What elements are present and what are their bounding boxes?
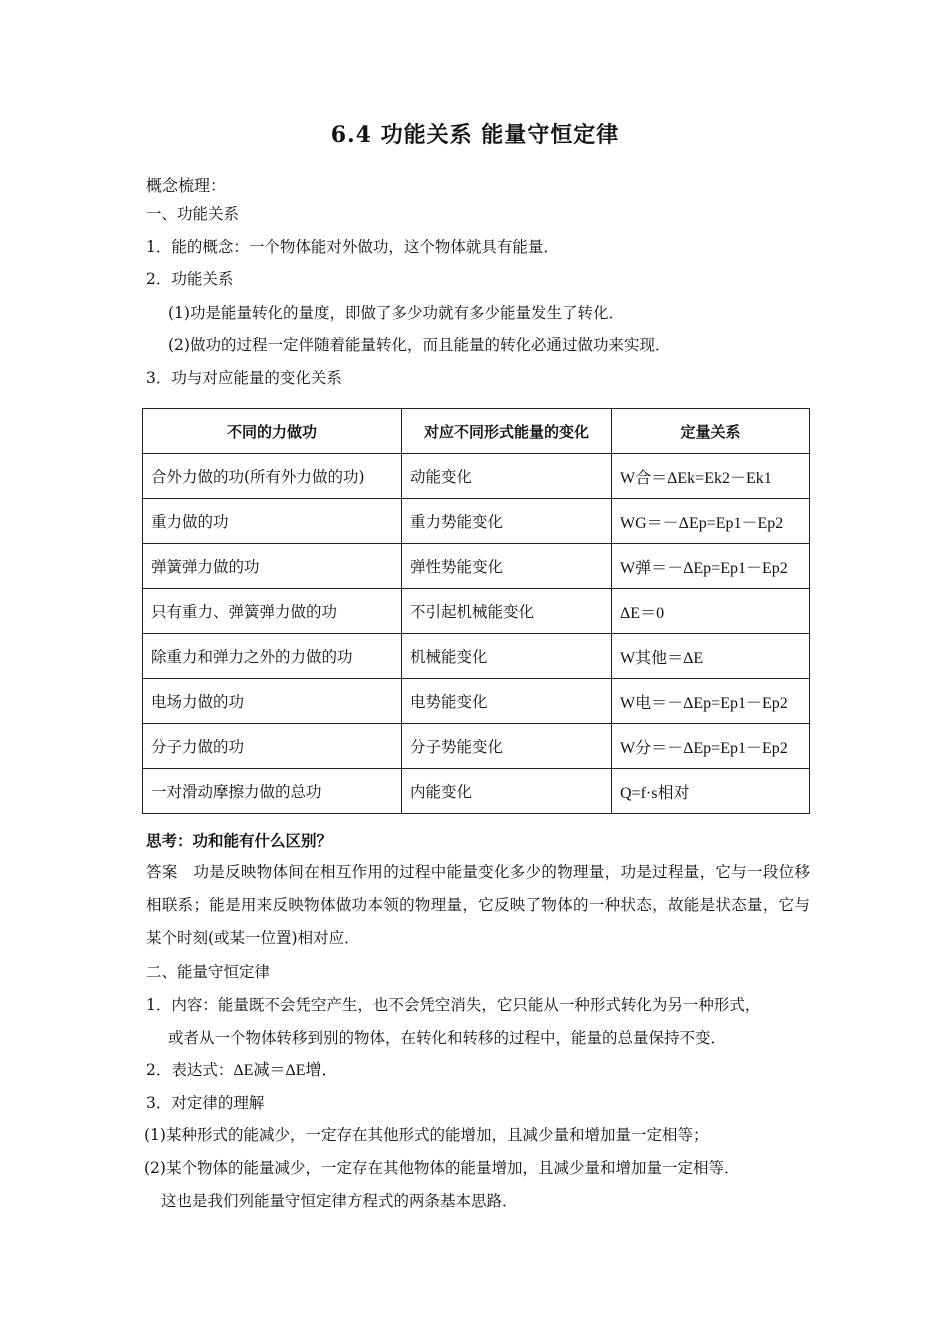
section1-item2-b: (2)做功的过程一定伴随着能量转化，而且能量的转化必通过做功来实现． [168, 336, 671, 354]
table-header-row [143, 409, 810, 454]
section2-item2-label: 2．表达式： [146, 1061, 234, 1079]
table-cell-formula: WG＝－ΔEp=Ep1－Ep2 [612, 499, 810, 544]
table-row [143, 589, 810, 634]
section2-item3: 3．对定律的理解 [146, 1094, 265, 1112]
table-cell-formula: ΔE＝0 [612, 589, 810, 634]
section1-item2-a: (1)功是能量转化的量度，即做了多少功就有多少能量发生了转化． [168, 304, 624, 322]
section1-title: 一、功能关系 [146, 205, 240, 223]
table-cell-change: 弹性势能变化 [402, 544, 612, 589]
table-cell-formula: W弹＝－ΔEp=Ep1－Ep2 [612, 544, 810, 589]
table-cell-formula: W其他＝ΔE [612, 634, 810, 679]
table-cell-force: 除重力和弹力之外的力做的功 [143, 634, 402, 679]
work-energy-table [142, 408, 810, 814]
section2-title: 二、能量守恒定律 [146, 963, 271, 981]
conservation-formula: ΔE减＝ΔE增． [233, 1062, 338, 1079]
section2-item2 [146, 1059, 338, 1082]
table-row [143, 544, 810, 589]
section1-item1: 1．能的概念：一个物体能对外做功，这个物体就具有能量． [146, 238, 559, 256]
table-cell-formula: Q=f·s相对 [612, 769, 810, 814]
table-cell-formula: W分＝－ΔEp=Ep1－Ep2 [612, 724, 810, 769]
table-cell-force: 重力做的功 [143, 499, 402, 544]
table-header-change: 对应不同形式能量的变化 [402, 409, 612, 454]
table-cell-force: 一对滑动摩擦力做的总功 [143, 769, 402, 814]
table-cell-force: 分子力做的功 [143, 724, 402, 769]
section2-item1-cont: 或者从一个物体转移到别的物体，在转化和转移的过程中，能量的总量保持不变． [168, 1029, 727, 1047]
table-row [143, 769, 810, 814]
table-cell-force: 合外力做的功(所有外力做的功) [143, 454, 402, 499]
table-row [143, 454, 810, 499]
section2-item3-b: (2)某个物体的能量减少，一定存在其他物体的能量增加，且减少量和增加量一定相等． [144, 1159, 740, 1177]
table-header-formula: 定量关系 [612, 409, 810, 454]
table-cell-change: 机械能变化 [402, 634, 612, 679]
section2-item3-c: 这也是我们列能量守恒定律方程式的两条基本思路． [161, 1192, 518, 1210]
section1-item3: 3．功与对应能量的变化关系 [146, 369, 342, 387]
table-header-force: 不同的力做功 [143, 409, 402, 454]
table-cell-change: 电势能变化 [402, 679, 612, 724]
table-row [143, 634, 810, 679]
table-cell-change: 不引起机械能变化 [402, 589, 612, 634]
intro-heading: 概念梳理： [146, 176, 227, 195]
table-cell-formula: W合＝ΔEk=Ek2－Ek1 [612, 454, 810, 499]
table-cell-force: 弹簧弹力做的功 [143, 544, 402, 589]
table-cell-force: 只有重力、弹簧弹力做的功 [143, 589, 402, 634]
table-row [143, 724, 810, 769]
page-title: 6.4 功能关系 能量守恒定律 [330, 122, 620, 148]
table-cell-change: 重力势能变化 [402, 499, 612, 544]
table-cell-formula: W电＝－ΔEp=Ep1－Ep2 [612, 679, 810, 724]
table-cell-change: 内能变化 [402, 769, 612, 814]
think-question: 思考：功和能有什么区别？ [146, 832, 333, 850]
table-cell-change: 动能变化 [402, 454, 612, 499]
section2-item1: 1．内容：能量既不会凭空产生，也不会凭空消失，它只能从一种形式转化为另一种形式， [146, 996, 761, 1014]
section1-item2: 2．功能关系 [146, 270, 234, 288]
section2-item3-a: (1)某种形式的能减少，一定存在其他形式的能增加，且减少量和增加量一定相等； [144, 1126, 709, 1144]
table-row [143, 499, 810, 544]
table-cell-change: 分子势能变化 [402, 724, 612, 769]
think-answer: 答案 功是反映物体间在相互作用的过程中能量变化多少的物理量，功是过程量，它与一段位移相联系；能是用来反映物体做功本领的物理量，它反映了物体的一种状态，故能是状态量，它与某个时刻(或某一位置)相对应． [146, 863, 810, 947]
table-cell-force: 电场力做的功 [143, 679, 402, 724]
table-row [143, 679, 810, 724]
